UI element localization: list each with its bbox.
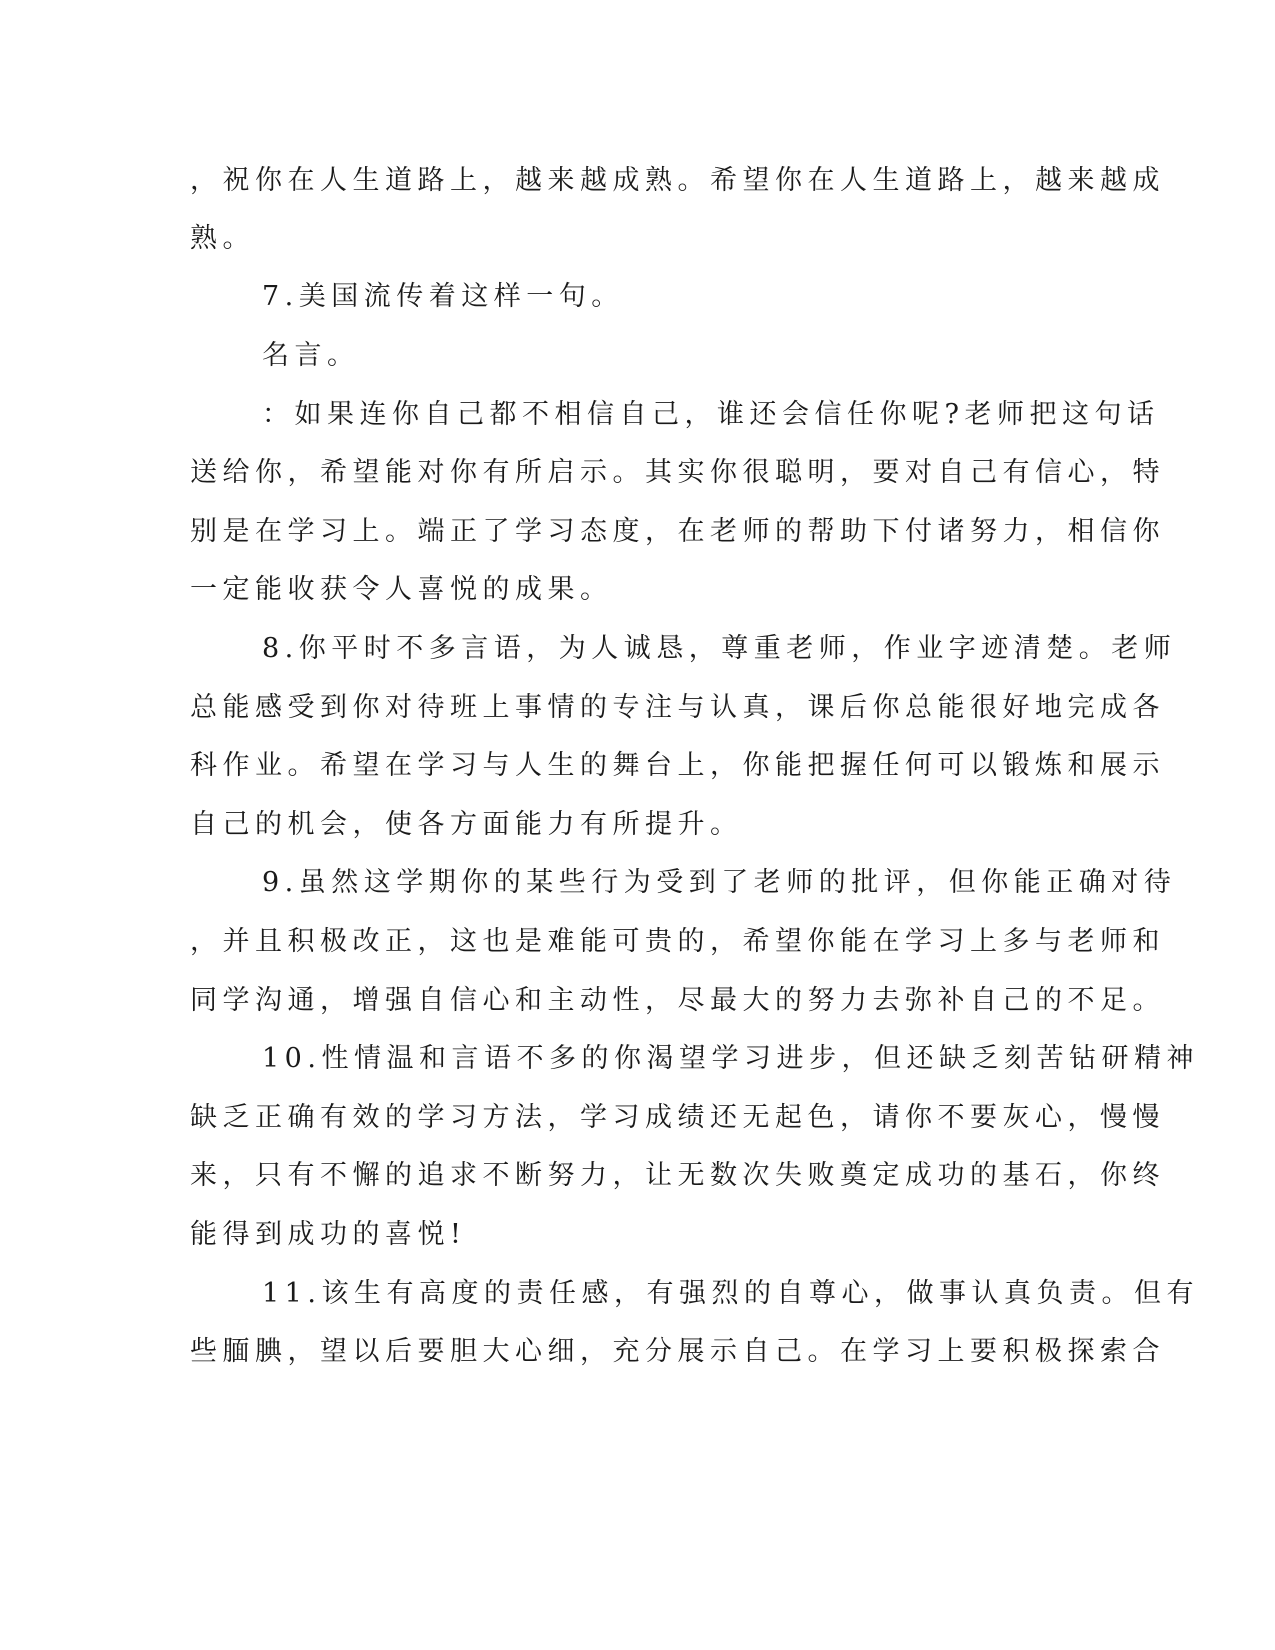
text-line: ，祝你在人生道路上，越来越成熟。希望你在人生道路上，越来越成: [190, 165, 1165, 196]
text-line: 科作业。希望在学习与人生的舞台上，你能把握任何可以锻炼和展示: [190, 750, 1165, 781]
text-line: 能得到成功的喜悦!: [190, 1219, 467, 1250]
text-line: 同学沟通，增强自信心和主动性，尽最大的努力去弥补自己的不足。: [190, 985, 1165, 1016]
text-line: 自己的机会，使各方面能力有所提升。: [190, 809, 743, 840]
text-line: 来，只有不懈的追求不断努力，让无数次失败奠定成功的基石，你终: [190, 1160, 1165, 1191]
text-line: 一定能收获令人喜悦的成果。: [190, 574, 613, 605]
text-line: 别是在学习上。端正了学习态度，在老师的帮助下付诸努力，相信你: [190, 516, 1165, 547]
paragraph-8-start: 8.你平时不多言语，为人诚恳，尊重老师，作业字迹清楚。老师: [262, 633, 1177, 664]
paragraph-10-start: 10.性情温和言语不多的你渴望学习进步，但还缺乏刻苦钻研精神: [262, 1043, 1199, 1074]
paragraph-7-heading: 7.美国流传着这样一句。: [262, 281, 624, 312]
text-line: 名言。: [262, 340, 360, 371]
text-line: 熟。: [190, 223, 255, 254]
text-line: 缺乏正确有效的学习方法，学习成绩还无起色，请你不要灰心，慢慢: [190, 1102, 1165, 1133]
paragraph-11-start: 11.该生有高度的责任感，有强烈的自尊心，做事认真负责。但有: [262, 1278, 1199, 1309]
text-line: 些腼腆，望以后要胆大心细，充分展示自己。在学习上要积极探索合: [190, 1336, 1165, 1367]
text-line: ，并且积极改正，这也是难能可贵的，希望你能在学习上多与老师和: [190, 926, 1165, 957]
text-line: ：如果连你自己都不相信自己，谁还会信任你呢?老师把这句话: [262, 399, 1160, 430]
text-line: 送给你，希望能对你有所启示。其实你很聪明，要对自己有信心，特: [190, 457, 1165, 488]
text-line: 总能感受到你对待班上事情的专注与认真，课后你总能很好地完成各: [190, 692, 1165, 723]
paragraph-9-start: 9.虽然这学期你的某些行为受到了老师的批评，但你能正确对待: [262, 867, 1177, 898]
